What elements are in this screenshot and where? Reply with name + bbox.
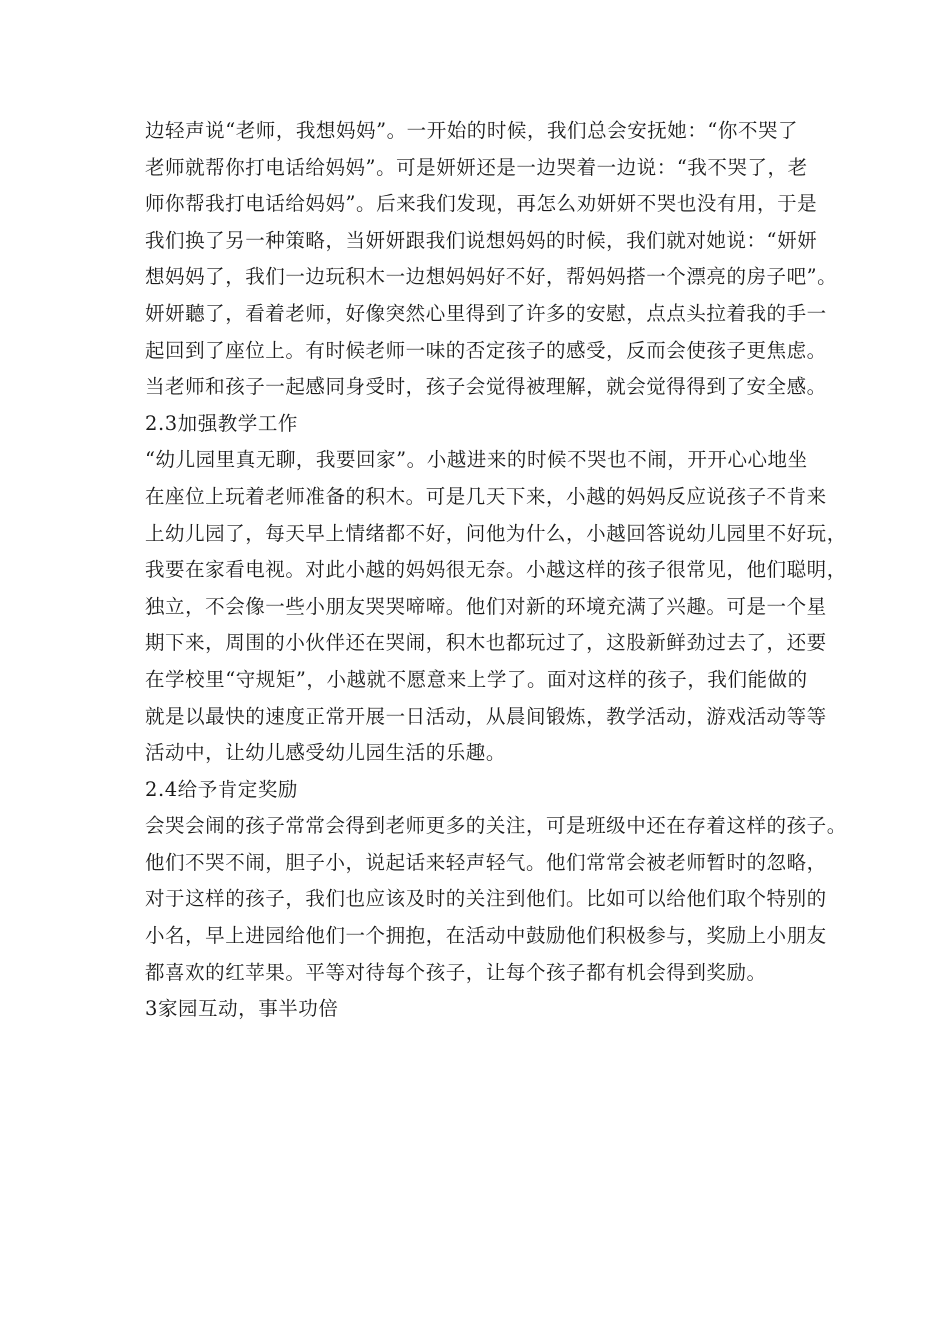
paragraph-line: 他们不哭不闹，胆子小，说起话来轻声轻气。他们常常会被老师暂时的忽略， [145, 850, 827, 874]
paragraph-line: 都喜欢的红苹果。平等对待每个孩子，让每个孩子都有机会得到奖励。 [145, 960, 767, 984]
paragraph-line: 上幼儿园了，每天早上情绪都不好，问他为什么，小越回答说幼儿园里不好玩， [145, 521, 847, 545]
paragraph-line: 小名，早上进园给他们一个拥抱，在活动中鼓励他们积极参与，奖励上小朋友 [145, 924, 827, 948]
paragraph-line: 起回到了座位上。有时候老师一味的否定孩子的感受，反而会使孩子更焦虑。 [145, 338, 827, 362]
section-heading: 2.3加强教学工作 [145, 411, 298, 435]
section-heading: 2.4给予肯定奖励 [145, 777, 298, 801]
paragraph-line: 边轻声说“老师，我想妈妈”。一开始的时候，我们总会安抚她：“你不哭了 [145, 119, 799, 142]
paragraph-line: 妍妍聽了，看着老师，好像突然心里得到了许多的安慰，点点头拉着我的手一 [145, 301, 827, 325]
paragraph-line: 会哭会闹的孩子常常会得到老师更多的关注，可是班级中还在存着这样的孩子。 [145, 814, 847, 838]
document-body [145, 113, 847, 1028]
paragraph-line: “幼儿园里真无聊，我要回家”。小越进来的时候不哭也不闹，开开心心地坐 [145, 448, 808, 472]
paragraph-line: 我们换了另一种策略，当妍妍跟我们说想妈妈的时候，我们就对她说：“妍妍 [145, 228, 818, 252]
paragraph-line: 我要在家看电视。对此小越的妈妈很无奈。小越这样的孩子很常见，他们聪明， [145, 558, 847, 582]
paragraph-line: 在学校里“守规矩”，小越就不愿意来上学了。面对这样的孩子，我们能做的 [145, 667, 808, 691]
paragraph-line: 活动中，让幼儿感受幼儿园生活的乐趣。 [145, 741, 506, 765]
paragraph-line: 在座位上玩着老师准备的积木。可是几天下来，小越的妈妈反应说孩子不肯来 [145, 484, 827, 508]
paragraph-line: 当老师和孩子一起感同身受时，孩子会觉得被理解，就会觉得得到了安全感。 [145, 375, 827, 399]
paragraph-line: 期下来，周围的小伙伴还在哭闹，积木也都玩过了，这股新鲜劲过去了，还要 [145, 631, 827, 655]
paragraph-line: 想妈妈了，我们一边玩积木一边想妈妈好不好，帮妈妈搭一个漂亮的房子吧”。 [145, 265, 838, 289]
paragraph-line: 老师就帮你打电话给妈妈”。可是妍妍还是一边哭着一边说：“我不哭了，老 [145, 155, 808, 179]
paragraph-line: 独立，不会像一些小朋友哭哭啼啼。他们对新的环境充满了兴趣。可是一个星 [145, 594, 827, 618]
paragraph-line: 就是以最快的速度正常开展一日活动，从晨间锻炼，教学活动，游戏活动等等 [145, 704, 827, 728]
paragraph-line: 对于这样的孩子，我们也应该及时的关注到他们。比如可以给他们取个特别的 [145, 887, 827, 911]
paragraph-line: 师你帮我打电话给妈妈”。后来我们发现，再怎么劝妍妍不哭也没有用，于是 [145, 192, 818, 216]
section-heading: 3家园互动，事半功倍 [145, 997, 339, 1021]
